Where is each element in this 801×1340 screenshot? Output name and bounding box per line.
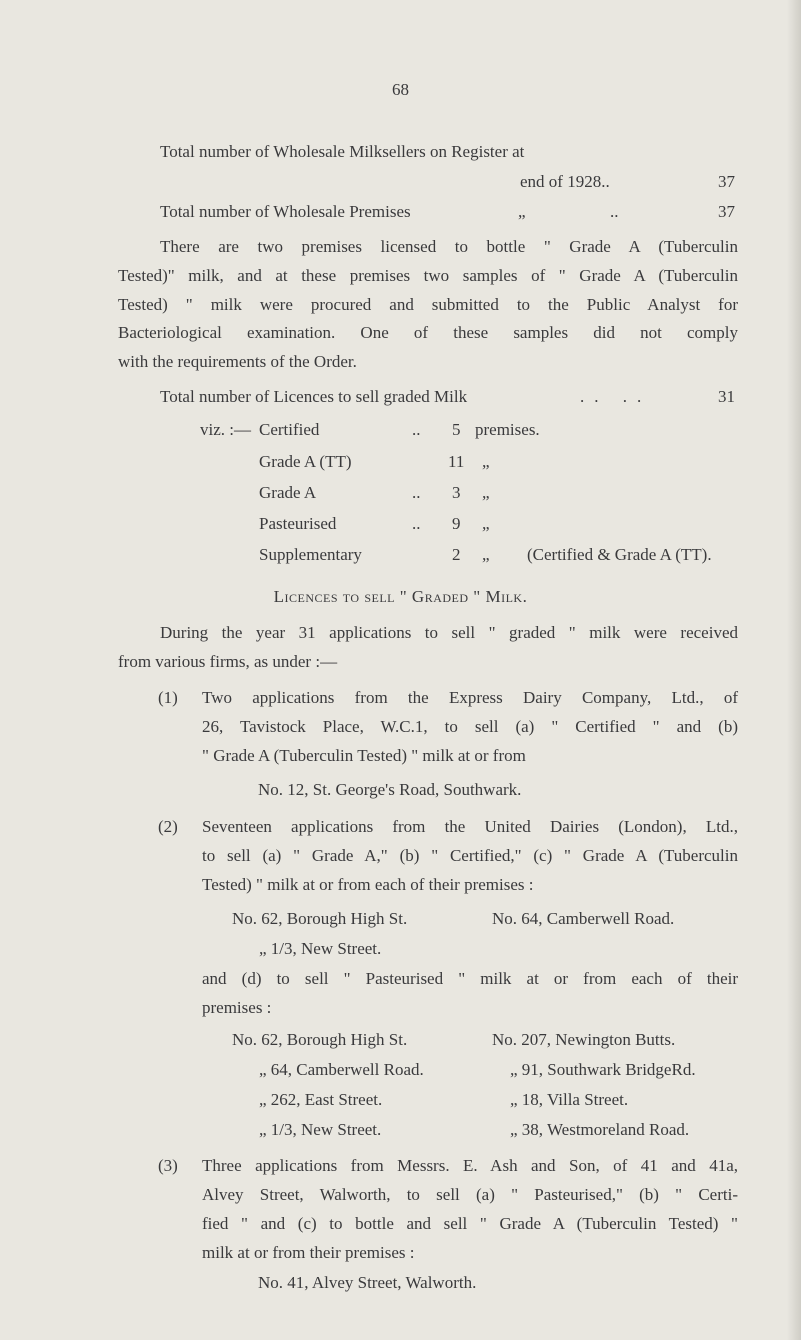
wholesale-label: Total number of Wholesale Milksellers on Register at [160, 142, 525, 161]
item1-line: 26, Tavistock Place, W.C.1, to sell (a) " Certified " and (b) [202, 717, 738, 736]
item2-address: „ 1/3, New Street. [259, 939, 382, 958]
licence-row-unit: „ [482, 545, 490, 564]
para1-line: with the requirements of the Order. [118, 352, 357, 371]
premises-dots: .. [610, 202, 619, 221]
item3-line: milk at or from their premises : [202, 1243, 415, 1262]
item2-address: „ 1/3, New Street. [259, 1120, 382, 1139]
item2-address: No. 62, Borough High St. [232, 909, 408, 928]
item2-address: „ 262, East Street. [259, 1090, 383, 1109]
licence-row-name: Certified [259, 420, 320, 439]
premises-ditto: „ [518, 202, 526, 221]
licence-row-count: 11 [448, 452, 465, 471]
item1-address: No. 12, St. George's Road, Southwark. [258, 780, 522, 799]
item3-line: Alvey Street, Walworth, to sell (a) " Pasteurised," (b) " Certi- [202, 1185, 738, 1204]
premises-value: 37 [718, 202, 735, 221]
premises-label: Total number of Wholesale Premises [160, 202, 411, 221]
licence-row-dots: .. [412, 483, 421, 502]
licence-row-unit: premises. [475, 420, 540, 439]
item2-number: (2) [158, 817, 178, 836]
item2-address: „ 64, Camberwell Road. [259, 1060, 424, 1079]
para1-line: Tested) " milk were procured and submitted to the Public Analyst for [118, 295, 738, 314]
item1-line: " Grade A (Tuberculin Tested) " milk at or from [202, 746, 526, 765]
item2-address: „ 18, Villa Street. [510, 1090, 629, 1109]
item2-address: No. 62, Borough High St. [232, 1030, 408, 1049]
licence-row-name: Supplementary [259, 545, 362, 564]
licence-row-name: Grade A [259, 483, 317, 502]
item3-number: (3) [158, 1156, 178, 1175]
licences-value: 31 [718, 387, 735, 406]
item2-address: No. 207, Newington Butts. [492, 1030, 676, 1049]
wholesale-value: 37 [718, 172, 735, 191]
item2-line: Tested) " milk at or from each of their premises : [202, 875, 534, 894]
item3-line: Three applications from Messrs. E. Ash and Son, of 41 and 41a, [202, 1156, 738, 1175]
licence-row-count: 2 [452, 545, 461, 564]
licence-row-unit: „ [482, 452, 490, 471]
viz-label: viz. :— [200, 420, 251, 439]
licence-row-count: 9 [452, 514, 461, 533]
item2-line: Seventeen applications from the United Dairies (London), Ltd., [202, 817, 738, 836]
page-number: 68 [392, 80, 409, 99]
item3-line: fied " and (c) to bottle and sell " Grade A (Tuberculin Tested) " [202, 1214, 738, 1233]
para1-line: There are two premises licensed to bottle " Grade A (Tuberculin [160, 237, 738, 256]
item2-address: „ 91, Southwark BridgeRd. [510, 1060, 696, 1079]
licence-row-note: (Certified & Grade A (TT). [527, 545, 712, 564]
item2-address: No. 64, Camberwell Road. [492, 909, 675, 928]
item2-premises: premises : [202, 998, 272, 1017]
licences-label: Total number of Licences to sell graded Milk [160, 387, 468, 406]
item2-address: „ 38, Westmoreland Road. [510, 1120, 690, 1139]
licences-dots: .. .. [580, 387, 652, 406]
intro-line: from various firms, as under :— [118, 652, 338, 671]
licence-row-dots: .. [412, 514, 421, 533]
para1-line: Tested)" milk, and at these premises two samples of " Grade A (Tuberculin [118, 266, 738, 285]
item2-line: to sell (a) " Grade A," (b) " Certified," (c) " Grade A (Tuberculin [202, 846, 738, 865]
page-edge-shadow [787, 0, 801, 1340]
para1-line: Bacteriological examination. One of these samples did not comply [118, 323, 738, 342]
licence-row-unit: „ [482, 514, 490, 533]
licence-row-count: 3 [452, 483, 461, 502]
item2-and-line: and (d) to sell " Pasteurised " milk at or from each of their [202, 969, 738, 988]
item1-line: Two applications from the Express Dairy Company, Ltd., of [202, 688, 738, 707]
item3-address: No. 41, Alvey Street, Walworth. [258, 1273, 477, 1292]
intro-line: During the year 31 applications to sell " graded " milk were received [160, 623, 738, 642]
licence-row-dots: .. [412, 420, 421, 439]
item1-number: (1) [158, 688, 178, 707]
licence-row-name: Pasteurised [259, 514, 337, 533]
licence-row-unit: „ [482, 483, 490, 502]
licence-row-name: Grade A (TT) [259, 452, 352, 471]
licence-row-count: 5 [452, 420, 461, 439]
section-heading: Licences to sell " Graded " Milk. [273, 587, 528, 606]
wholesale-label-end: end of 1928.. [520, 172, 610, 191]
